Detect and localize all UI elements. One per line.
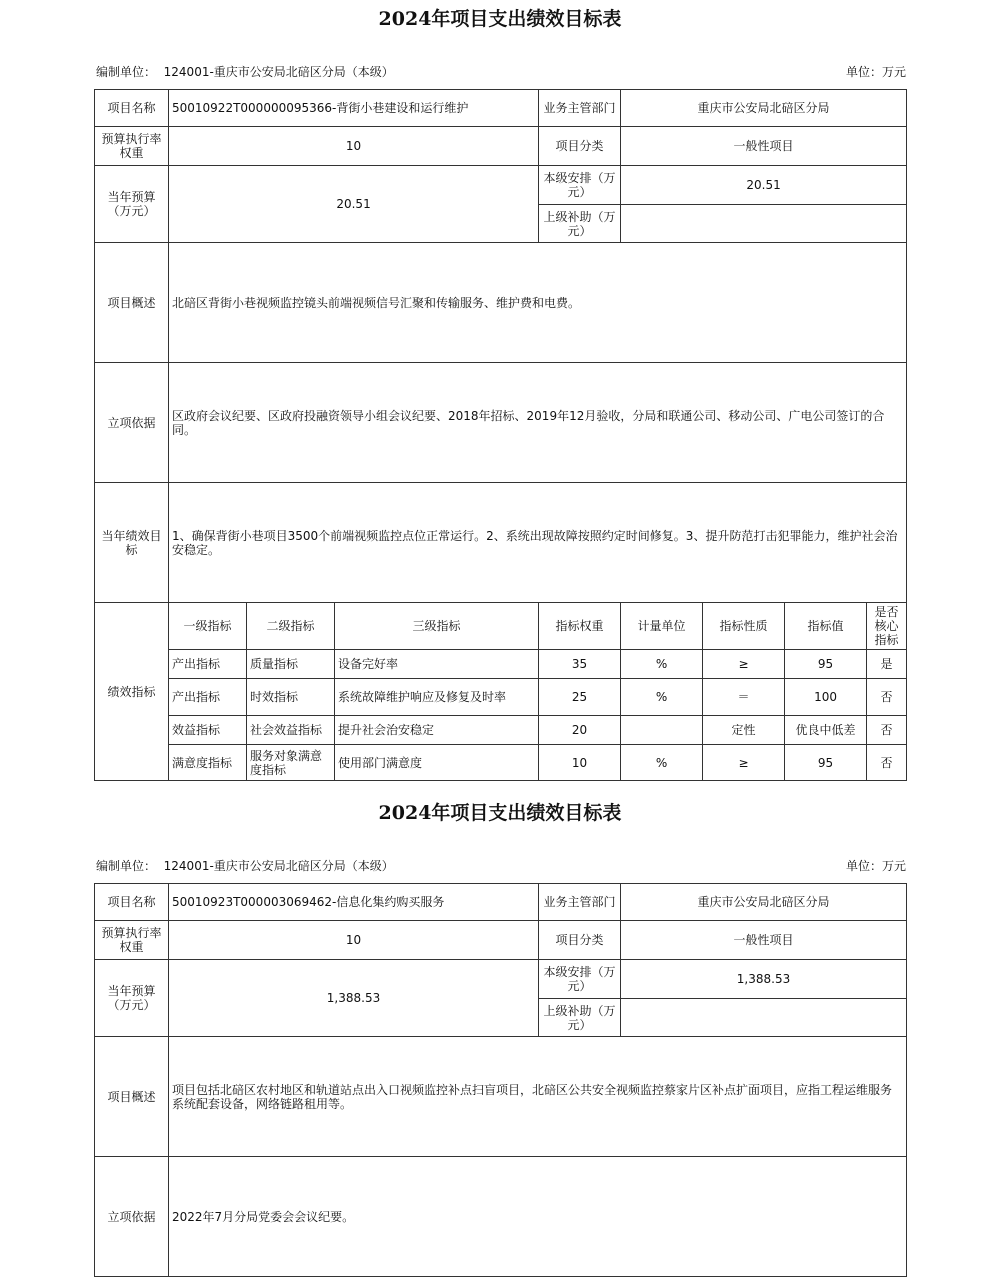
ind-cell: 产出指标 [169, 679, 247, 716]
ind-cell: 是 [867, 650, 907, 679]
ind-cell: 否 [867, 716, 907, 745]
basis-value: 2022年7月分局党委会会议纪要。 [169, 1157, 907, 1277]
ind-header-8: 是否核心指标 [867, 603, 907, 650]
ind-header-2: 二级指标 [247, 603, 335, 650]
ind-cell: 10 [539, 745, 621, 781]
ind-header-6: 指标性质 [703, 603, 785, 650]
ind-cell: 满意度指标 [169, 745, 247, 781]
ind-cell: 35 [539, 650, 621, 679]
category-value: 一般性项目 [621, 921, 907, 960]
ind-cell: ≥ [703, 650, 785, 679]
form2-title: 2024年项目支出绩效目标表 [378, 802, 622, 824]
table-row [95, 679, 907, 716]
label-upper: 上级补助（万元） [539, 999, 621, 1037]
dept-value: 重庆市公安局北碚区分局 [621, 884, 907, 921]
overview-value: 项目包括北碚区农村地区和轨道站点出入口视频监控补点扫盲项目，北碚区公共安全视频监控蔡家片区补点扩面项目，应指工程运维服务系统配套设备，网络链路租用等。 [169, 1037, 907, 1157]
ind-cell: 20 [539, 716, 621, 745]
form2-org: 编制单位： 124001-重庆市公安局北碚区分局（本级） [96, 859, 394, 873]
upper-value [621, 999, 907, 1037]
label-local: 本级安排（万元） [539, 166, 621, 205]
ind-cell: 提升社会治安稳定 [335, 716, 539, 745]
ind-header-1: 一级指标 [169, 603, 247, 650]
ind-cell: 定性 [703, 716, 785, 745]
ind-cell: 95 [785, 650, 867, 679]
overview-value: 北碚区背街小巷视频监控镜头前端视频信号汇聚和传输服务、维护费和电费。 [169, 243, 907, 363]
exec-weight-value: 10 [169, 127, 539, 166]
ind-cell: 否 [867, 745, 907, 781]
ind-cell: 系统故障维护响应及修复及时率 [335, 679, 539, 716]
label-overview: 项目概述 [95, 243, 169, 363]
label-dept: 业务主管部门 [539, 90, 621, 127]
ind-cell: 社会效益指标 [247, 716, 335, 745]
ind-cell: 时效指标 [247, 679, 335, 716]
ind-cell: 效益指标 [169, 716, 247, 745]
ind-cell: 服务对象满意度指标 [247, 745, 335, 781]
local-value: 20.51 [621, 166, 907, 205]
ind-cell: 使用部门满意度 [335, 745, 539, 781]
ind-header-4: 指标权重 [539, 603, 621, 650]
label-overview: 项目概述 [95, 1037, 169, 1157]
ind-cell: 产出指标 [169, 650, 247, 679]
dept-value: 重庆市公安局北碚区分局 [621, 90, 907, 127]
ind-cell: 优良中低差 [785, 716, 867, 745]
ind-cell: 否 [867, 679, 907, 716]
form1-org: 编制单位： 124001-重庆市公安局北碚区分局（本级） [96, 65, 394, 79]
ind-cell: % [621, 745, 703, 781]
form2-unit: 单位：万元 [845, 859, 906, 873]
table-row [95, 716, 907, 745]
label-project-name: 项目名称 [95, 884, 169, 921]
form1-unit: 单位：万元 [845, 65, 906, 79]
category-value: 一般性项目 [621, 127, 907, 166]
label-project-name: 项目名称 [95, 90, 169, 127]
ind-cell: 100 [785, 679, 867, 716]
local-value: 1,388.53 [621, 960, 907, 999]
label-indicators: 绩效指标 [95, 603, 169, 781]
label-dept: 业务主管部门 [539, 884, 621, 921]
exec-weight-value: 10 [169, 921, 539, 960]
label-category: 项目分类 [539, 921, 621, 960]
upper-value [621, 205, 907, 243]
label-basis: 立项依据 [95, 1157, 169, 1277]
ind-cell: 质量指标 [247, 650, 335, 679]
basis-value: 区政府会议纪要、区政府投融资领导小组会议纪要、2018年招标、2019年12月验收，分局和联通公司、移动公司、广电公司签订的合同。 [169, 363, 907, 483]
ind-cell: 设备完好率 [335, 650, 539, 679]
label-exec-weight: 预算执行率权重 [95, 921, 169, 960]
budget-value: 20.51 [169, 166, 539, 243]
ind-header-5: 计量单位 [621, 603, 703, 650]
form1-table [94, 89, 907, 781]
table-row [95, 745, 907, 781]
ind-cell: ≥ [703, 745, 785, 781]
ind-cell: 25 [539, 679, 621, 716]
label-category: 项目分类 [539, 127, 621, 166]
label-upper: 上级补助（万元） [539, 205, 621, 243]
label-budget: 当年预算（万元） [95, 166, 169, 243]
project-name-value: 50010923T000003069462-信息化集约购买服务 [169, 884, 539, 921]
ind-header-7: 指标值 [785, 603, 867, 650]
ind-cell [621, 716, 703, 745]
ind-header-3: 三级指标 [335, 603, 539, 650]
goal-value: 1、确保背街小巷项目3500个前端视频监控点位正常运行。2、系统出现故障按照约定时间修复。3、提升防范打击犯罪能力，维护社会治安稳定。 [169, 483, 907, 603]
project-name-value: 50010922T000000095366-背街小巷建设和运行维护 [169, 90, 539, 127]
form2-table [94, 883, 907, 1277]
table-row [95, 650, 907, 679]
ind-cell: % [621, 650, 703, 679]
ind-cell: 95 [785, 745, 867, 781]
budget-value: 1,388.53 [169, 960, 539, 1037]
form1-title: 2024年项目支出绩效目标表 [378, 8, 622, 30]
label-basis: 立项依据 [95, 363, 169, 483]
label-goal: 当年绩效目标 [95, 483, 169, 603]
ind-cell: % [621, 679, 703, 716]
label-exec-weight: 预算执行率权重 [95, 127, 169, 166]
ind-cell: ＝ [703, 679, 785, 716]
label-local: 本级安排（万元） [539, 960, 621, 999]
label-budget: 当年预算（万元） [95, 960, 169, 1037]
